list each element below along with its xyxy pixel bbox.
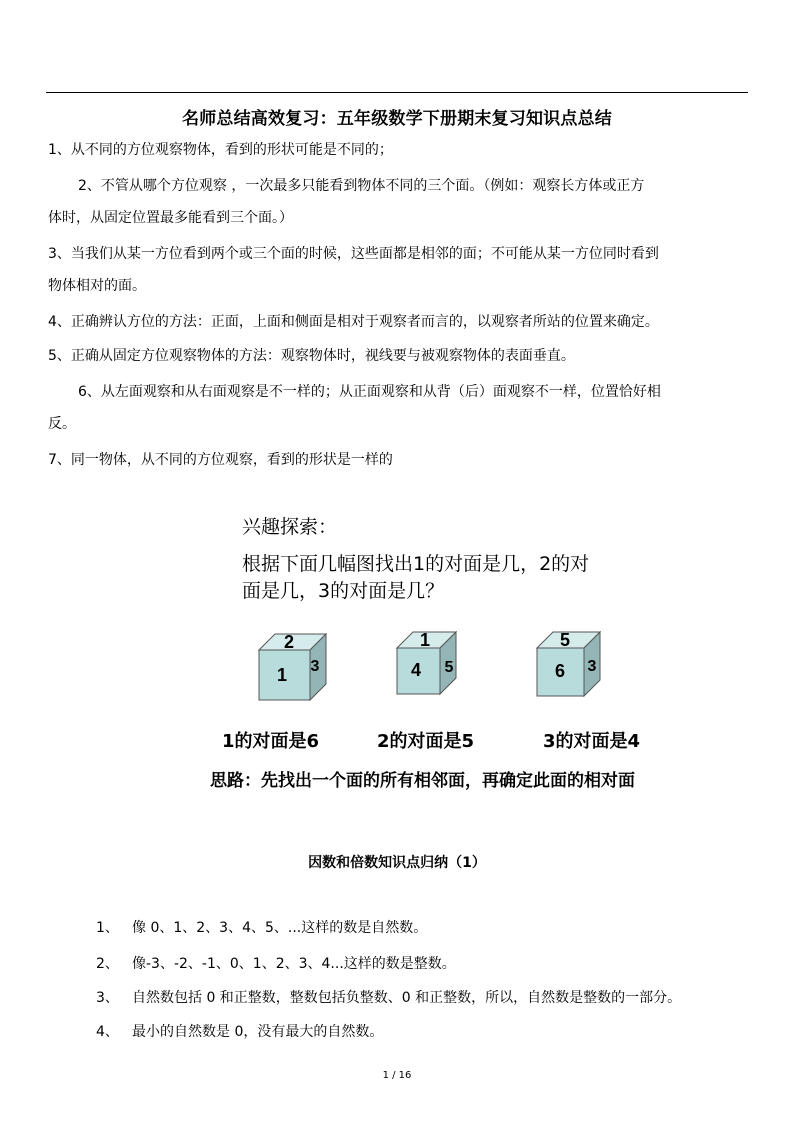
answer-1: 1的对面是6: [222, 731, 320, 752]
cube-2-front-number: 4: [410, 660, 422, 680]
factors-section-title: 因数和倍数知识点归纳（1）: [308, 855, 486, 871]
factor-item-4-text: 最小的自然数是 0，没有最大的自然数。: [132, 1024, 384, 1040]
text-line-9: 反。: [48, 416, 76, 432]
cube-1-top-number: 2: [283, 632, 295, 652]
text-line-1: 1、从不同的方位观察物体，看到的形状可能是不同的；: [48, 142, 393, 158]
text-line-5: 物体相对的面。: [48, 278, 146, 294]
cube-1: [256, 630, 330, 702]
answer-3: 3的对面是4: [543, 731, 641, 752]
factor-item-2-index: 2、: [96, 956, 119, 972]
header-rule: [46, 92, 748, 93]
page-number: 1 / 16: [382, 1070, 412, 1081]
cube-3-side-number: 3: [587, 658, 597, 675]
explore-question-line-2: 面是几，3的对面是几？: [242, 580, 445, 602]
cube-2-side-number: 5: [444, 659, 454, 676]
cube-3: [534, 628, 604, 698]
factor-item-4: [96, 1022, 383, 1042]
cube-3-front-number: 6: [554, 661, 566, 681]
factor-item-2: [96, 954, 456, 974]
factor-item-4-index: 4、: [96, 1024, 119, 1040]
text-line-10: 7、同一物体，从不同的方位观察，看到的形状是一样的: [48, 452, 393, 468]
cube-2-top-number: 1: [419, 630, 431, 650]
cube-1-front-number: 1: [276, 665, 288, 685]
factor-item-1-text: 像 0、1、2、3、4、5、...这样的数是自然数。: [132, 920, 428, 936]
factor-item-3-text: 自然数包括 0 和正整数，整数包括负整数、0 和正整数，所以，自然数是整数的一部分。: [132, 990, 682, 1006]
cube-2: [394, 628, 460, 696]
answer-2: 2的对面是5: [377, 731, 475, 752]
hint-text: 思路：先找出一个面的所有相邻面，再确定此面的相对面: [210, 771, 635, 791]
explore-heading: 兴趣探索：: [242, 516, 338, 538]
text-line-4: 3、当我们从某一方位看到两个或三个面的时候，这些面都是相邻的面；不可能从某一方位同时看到: [48, 246, 659, 262]
text-line-3: 体时，从固定位置最多能看到三个面。）: [48, 210, 293, 226]
text-line-7: 5、正确从固定方位观察物体的方法：观察物体时，视线要与被观察物体的表面垂直。: [48, 348, 575, 364]
page-title: 名师总结高效复习：五年级数学下册期末复习知识点总结: [182, 109, 612, 129]
factor-item-2-text: 像-3、-2、-1、0、1、2、3、4...这样的数是整数。: [132, 956, 456, 972]
cube-3-top-number: 5: [559, 630, 571, 650]
explore-question-line-1: 根据下面几幅图找出1的对面是几，2的对: [242, 553, 590, 575]
cube-1-side-number: 3: [310, 658, 320, 675]
factor-item-3-index: 3、: [96, 990, 119, 1006]
factor-item-1: [96, 918, 427, 938]
text-line-6: 4、正确辨认方位的方法：正面，上面和侧面是相对于观察者而言的，以观察者所站的位置来确定。: [48, 314, 659, 330]
factor-item-3: [96, 988, 681, 1008]
text-line-2: 2、不管从哪个方位观察 ，一次最多只能看到物体不同的三个面。（例如：观察长方体或正方: [78, 178, 645, 194]
text-line-8: 6、从左面观察和从右面观察是不一样的；从正面观察和从背（后）面观察不一样，位置恰好相: [78, 384, 661, 400]
factor-item-1-index: 1、: [96, 920, 119, 936]
